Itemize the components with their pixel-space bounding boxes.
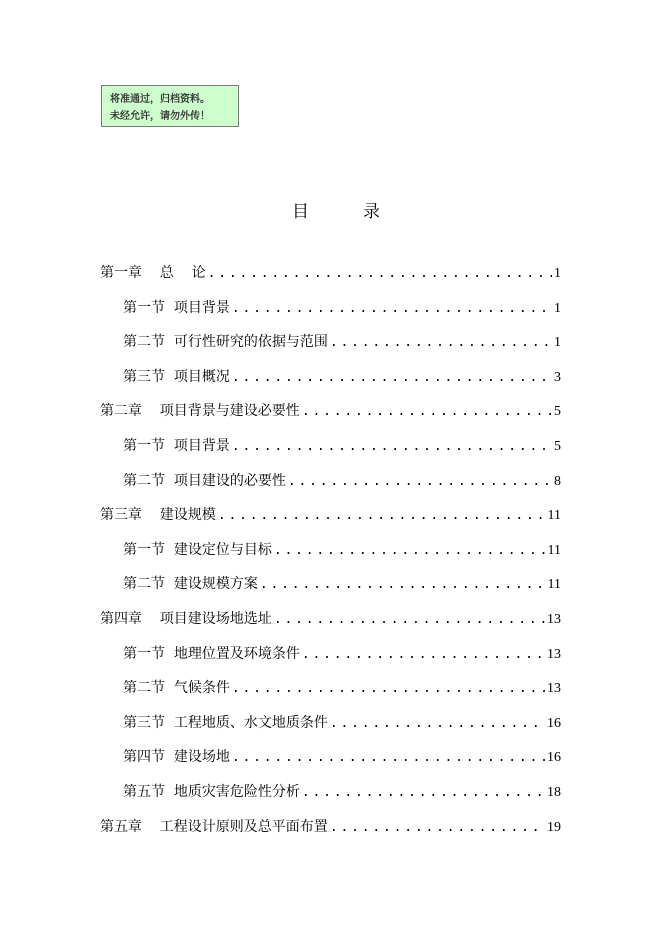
toc-page-number: 11 bbox=[547, 542, 561, 558]
toc-dot-leader bbox=[288, 471, 552, 493]
toc-entry-label: 第三章 建设规模 bbox=[100, 507, 216, 524]
toc-entry-label: 第二节 气候条件 bbox=[123, 680, 230, 697]
toc-section-entry[interactable] bbox=[100, 712, 561, 747]
toc-dot-leader bbox=[330, 713, 545, 735]
toc-entry-label: 第一节 项目背景 bbox=[123, 437, 230, 454]
toc-section-entry[interactable] bbox=[100, 331, 561, 366]
toc-title: 目 录 bbox=[292, 202, 381, 222]
toc-entry-label: 第二章 项目背景与建设必要性 bbox=[100, 403, 300, 420]
toc-chapter-entry[interactable] bbox=[100, 262, 561, 297]
toc-section-entry[interactable] bbox=[100, 470, 561, 505]
toc-section-entry[interactable] bbox=[100, 297, 561, 332]
toc-chapter-entry[interactable] bbox=[100, 816, 561, 851]
toc-dot-leader bbox=[302, 782, 545, 804]
notice-stamp bbox=[101, 85, 239, 127]
toc-page-number: 8 bbox=[554, 473, 561, 489]
toc-entry-label: 第一章 总 论 bbox=[100, 265, 206, 281]
toc-page-number: 18 bbox=[547, 784, 561, 800]
toc-entry-label: 第三节 工程地质、水文地质条件 bbox=[123, 714, 328, 731]
toc-entry-label: 第一节 地理位置及环境条件 bbox=[123, 645, 300, 662]
toc-page-number: 13 bbox=[547, 611, 561, 627]
toc-dot-leader bbox=[232, 298, 552, 320]
toc-dot-leader bbox=[232, 747, 545, 769]
table-of-contents bbox=[100, 262, 561, 850]
toc-section-entry[interactable] bbox=[100, 643, 561, 678]
toc-entry-label: 第一节 项目背景 bbox=[123, 299, 230, 316]
toc-page-number: 11 bbox=[547, 577, 561, 593]
toc-page-number: 13 bbox=[547, 646, 561, 662]
toc-page-number: 11 bbox=[547, 508, 561, 524]
toc-page-number: 19 bbox=[547, 819, 561, 835]
toc-section-entry[interactable] bbox=[100, 746, 561, 781]
toc-dot-leader bbox=[232, 678, 545, 700]
toc-page-number: 16 bbox=[547, 750, 561, 766]
notice-line-2: 未经允许，请勿外传！ bbox=[110, 111, 210, 122]
toc-dot-leader bbox=[232, 436, 552, 458]
toc-page-number: 16 bbox=[547, 715, 561, 731]
toc-entry-label: 第四节 建设场地 bbox=[123, 749, 230, 766]
toc-section-entry[interactable] bbox=[100, 781, 561, 816]
toc-page-number: 3 bbox=[554, 369, 561, 385]
toc-entry-label: 第五章 工程设计原则及总平面布置 bbox=[100, 818, 328, 835]
toc-page-number: 1 bbox=[554, 335, 561, 351]
toc-page-number: 5 bbox=[554, 404, 561, 420]
toc-entry-label: 第二节 建设规模方案 bbox=[123, 576, 258, 593]
toc-dot-leader bbox=[218, 505, 546, 527]
toc-section-entry[interactable] bbox=[100, 677, 561, 712]
toc-entry-label: 第三节 项目概况 bbox=[123, 368, 230, 385]
toc-dot-leader bbox=[330, 817, 545, 839]
toc-page-number: 13 bbox=[547, 681, 561, 697]
toc-entry-label: 第一节 建设定位与目标 bbox=[123, 541, 272, 558]
toc-section-entry[interactable] bbox=[100, 435, 561, 470]
toc-entry-label: 第二节 项目建设的必要性 bbox=[123, 472, 286, 489]
toc-section-entry[interactable] bbox=[100, 539, 561, 574]
toc-dot-leader bbox=[330, 332, 552, 354]
toc-dot-leader bbox=[232, 367, 552, 389]
toc-dot-leader bbox=[302, 401, 552, 423]
toc-section-entry[interactable] bbox=[100, 366, 561, 401]
toc-section-entry[interactable] bbox=[100, 573, 561, 608]
notice-line-1: 将准通过，归档资料。 bbox=[110, 94, 210, 105]
toc-dot-leader bbox=[302, 644, 545, 666]
toc-dot-leader bbox=[208, 263, 552, 285]
toc-chapter-entry[interactable] bbox=[100, 400, 561, 435]
toc-dot-leader bbox=[260, 574, 546, 596]
toc-chapter-entry[interactable] bbox=[100, 504, 561, 539]
toc-dot-leader bbox=[274, 609, 545, 631]
toc-entry-label: 第二节 可行性研究的依据与范围 bbox=[123, 334, 328, 351]
toc-page-number: 1 bbox=[554, 300, 561, 316]
toc-chapter-entry[interactable] bbox=[100, 608, 561, 643]
toc-page-number: 5 bbox=[554, 438, 561, 454]
toc-entry-label: 第四章 项目建设场地选址 bbox=[100, 610, 272, 627]
toc-page-number: 1 bbox=[554, 266, 561, 281]
toc-dot-leader bbox=[274, 540, 546, 562]
toc-entry-label: 第五节 地质灾害危险性分析 bbox=[123, 783, 300, 800]
